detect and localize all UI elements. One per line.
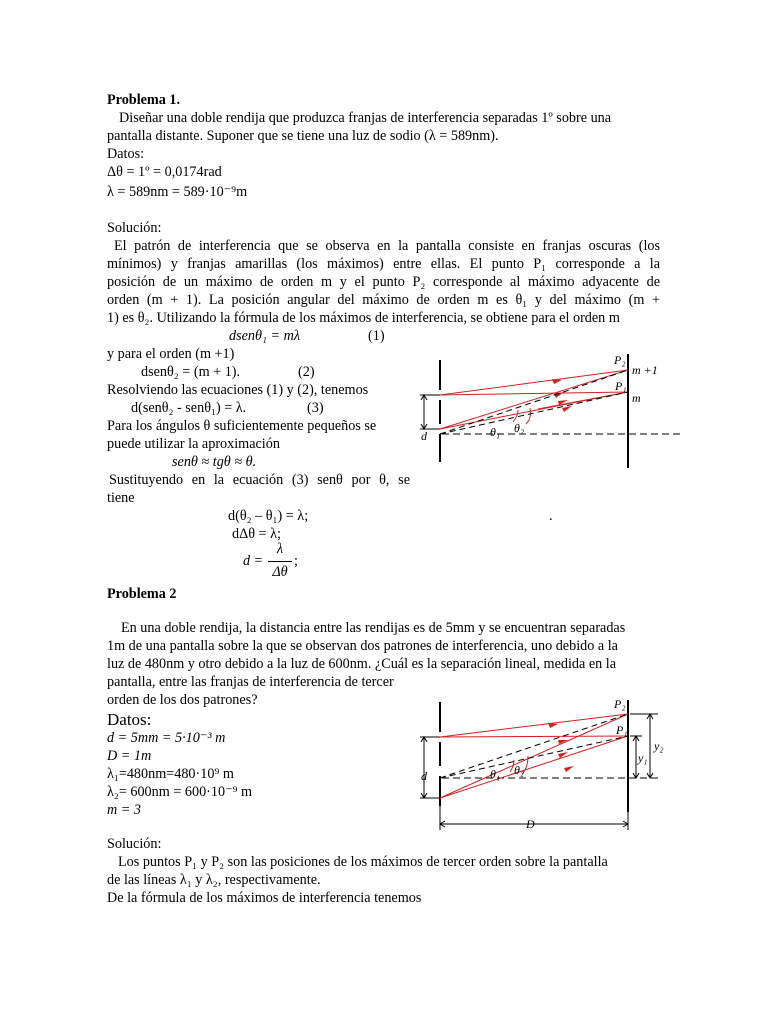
problem-2-title: Problema 2 [107, 586, 177, 602]
fig2-label-p1: P₁ [616, 723, 628, 737]
problem-1-title: Problema 1. [107, 92, 181, 108]
p1-fraction-bar [268, 561, 292, 562]
p1-solucion-label: Solución: [107, 220, 162, 236]
p1-equation-2: dsenθ₂ = (m + 1). [141, 364, 241, 380]
fig2-label-D: D [526, 817, 535, 831]
p2-datum-m: m = 3 [107, 802, 142, 818]
fig1-label-theta2: θ₂ [514, 421, 525, 435]
p1-equation-1-number: (1) [368, 328, 385, 344]
p1-text-line-4: orden (m + 1). La posición angular del máximo de orden m es θ₁ y del máximo (m + [107, 292, 660, 308]
fig2-label-y2: y₂ [654, 739, 664, 753]
fig2-label-y1: y₁ [638, 751, 648, 765]
p1-stray-dot: . [549, 508, 553, 524]
p1-equation-2-number: (2) [298, 364, 315, 380]
fig1-label-p1: P₁ [615, 379, 627, 393]
fig2-label-theta2: θ₂ [514, 763, 525, 777]
p2-datum-D: D = 1m [107, 748, 152, 764]
p1-text-line-11: tiene [107, 490, 135, 506]
p1-equation-3: d(senθ₂ - senθ₁) = λ. [131, 400, 247, 416]
p1-equation-4: senθ ≈ tgθ ≈ θ. [172, 454, 257, 470]
p1-text-line-2: mínimos) y franjas amarillas (los máximos) entre ellas. El punto P₁ corresponde a la [107, 256, 660, 272]
fig1-label-m-plus-1: m +1 [632, 363, 658, 377]
fig1-label-p2: P₂ [614, 353, 626, 367]
p1-equation-6: dΔθ = λ; [232, 526, 281, 542]
p1-equation-7-semicolon: ; [294, 553, 298, 569]
fig1-label-theta1: θ₁ [490, 425, 501, 439]
p1-text-line-5: 1) es θ₂. Utilizando la fórmula de los máximos de interferencia, se obtiene para el orden m [107, 310, 620, 326]
p1-datos-label: Datos: [107, 146, 145, 162]
p2-text-line-1: Los puntos P₁ y P₂ son las posiciones de los máximos de tercer orden sobre la pantalla [118, 854, 608, 870]
p2-datos-label: Datos: [107, 710, 152, 729]
fig2-label-theta1: θ₁ [490, 767, 501, 781]
p1-equation-7-denominator: Δθ [272, 564, 288, 580]
p2-statement-line-2: 1m de una pantalla sobre la que se observan dos patrones de interferencia, uno debido a la [107, 638, 618, 654]
fig1-label-m: m [632, 391, 641, 405]
double-slit-diagram-2 [418, 694, 670, 834]
p1-text-line-7: Resolviendo las ecuaciones (1) y (2), tenemos [107, 382, 369, 398]
p1-equation-5: d(θ₂ – θ₁) = λ; [228, 508, 309, 524]
fig2-label-p2: P₂ [614, 697, 626, 711]
p1-equation-7-numerator: λ [276, 541, 284, 557]
p1-text-line-8: Para los ángulos θ suficientemente pequeños se [107, 418, 377, 434]
p2-datum-d: d = 5mm = 5·10⁻³ m [107, 730, 226, 746]
p1-statement-line-1: Diseñar una doble rendija que produzca franjas de interferencia separadas 1º sobre una [119, 110, 612, 126]
p1-text-line-10: Sustituyendo en la ecuación (3) senθ por θ, se [109, 472, 410, 488]
p1-datum-delta-theta: Δθ = 1º = 0,0174rad [107, 164, 222, 180]
p2-datum-lambda2: λ₂= 600nm = 600·10⁻⁹ m [107, 784, 253, 800]
p2-statement-line-3: luz de 480nm y otro debido a la luz de 600nm. ¿Cuál es la separación lineal, medida en la [107, 656, 617, 672]
p2-text-line-3: De la fórmula de los máximos de interferencia tenemos [107, 890, 422, 906]
p1-text-line-6: y para el orden (m +1) [107, 346, 235, 362]
p2-solucion-label: Solución: [107, 836, 162, 852]
p1-text-line-1: El patrón de interferencia que se observa en la pantalla consiste en franjas oscuras (los [114, 238, 660, 254]
p1-equation-7-lhs: d = [243, 553, 264, 569]
p2-text-line-2: de las líneas λ₁ y λ₂, respectivamente. [107, 872, 321, 888]
p2-statement-line-5: orden de los dos patrones? [107, 692, 258, 708]
p2-statement-line-4: pantalla, entre las franjas de interferencia de tercer [107, 674, 394, 690]
p1-datum-lambda: λ = 589nm = 589·10⁻⁹m [107, 184, 248, 200]
p2-statement-line-1: En una doble rendija, la distancia entre las rendijas es de 5mm y se encuentran separadas [121, 620, 626, 636]
p1-text-line-3: posición de un máximo de orden m y el punto P₂ corresponde al máximo adyacente de [107, 274, 660, 290]
double-slit-diagram-1 [418, 352, 714, 472]
fig1-label-d: d [421, 429, 427, 443]
fig2-label-d: d [421, 769, 427, 783]
p1-statement-line-2: pantalla distante. Suponer que se tiene una luz de sodio (λ = 589nm). [107, 128, 499, 144]
p1-text-line-9: puede utilizar la aproximación [107, 436, 280, 452]
p2-datum-lambda1: λ₁=480nm=480·10⁹ m [107, 766, 234, 782]
p1-equation-1: dsenθ₁ = mλ [229, 328, 300, 344]
p1-equation-3-number: (3) [307, 400, 324, 416]
